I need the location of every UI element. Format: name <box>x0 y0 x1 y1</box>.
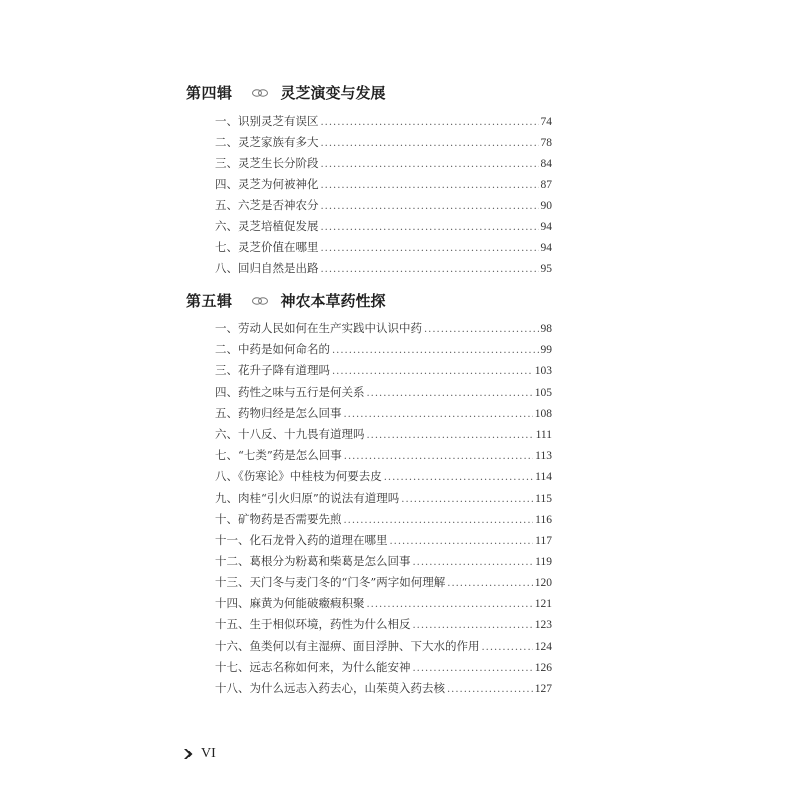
toc-entry-label: 五、药物归经是怎么回事 <box>215 406 342 420</box>
leader-dots <box>321 180 539 191</box>
toc-entry[interactable] <box>215 468 552 484</box>
toc-entry-page: 99 <box>540 344 552 356</box>
toc-entry-page: 98 <box>540 323 552 335</box>
leader-dots <box>321 138 539 149</box>
leader-dots <box>401 494 533 505</box>
toc-entry[interactable] <box>215 511 552 527</box>
toc-entry[interactable] <box>215 320 552 336</box>
toc-entry-page: 111 <box>535 429 552 441</box>
toc-entry-page: 84 <box>540 158 552 170</box>
ornament-icon <box>251 88 269 98</box>
toc-entry[interactable] <box>215 155 552 171</box>
toc-entry-label: 三、灵芝生长分阶段 <box>215 156 319 170</box>
toc-entry-page: 126 <box>534 662 552 674</box>
leader-dots <box>424 324 539 335</box>
toc-entry[interactable] <box>215 659 552 675</box>
leader-dots <box>344 515 534 526</box>
toc-entry-label: 十一、化石龙骨入药的道理在哪里 <box>215 533 388 547</box>
leader-dots <box>413 557 534 568</box>
toc-entry-label: 八、回归自然是出路 <box>215 261 319 275</box>
toc-entry-label: 四、灵芝为何被神化 <box>215 177 319 191</box>
leader-dots <box>367 430 534 441</box>
section-heading <box>186 290 386 311</box>
toc-entry[interactable] <box>215 384 552 400</box>
leader-dots <box>447 684 533 695</box>
section-title: 神农本草药性探 <box>280 292 386 310</box>
toc-entry-page: 108 <box>534 408 552 420</box>
toc-entry[interactable] <box>215 260 552 276</box>
toc-entry-label: 三、花升子降有道理吗 <box>215 363 330 377</box>
toc-entry-page: 90 <box>540 200 552 212</box>
toc-entry-label: 七、灵芝价值在哪里 <box>215 240 319 254</box>
toc-entry-page: 74 <box>540 116 552 128</box>
toc-entry-label: 二、中药是如何命名的 <box>215 342 330 356</box>
toc-entry-label: 七、“七类”药是怎么回事 <box>215 448 342 462</box>
toc-entry-page: 115 <box>535 493 552 505</box>
toc-entry-label: 五、六芝是否神农分 <box>215 198 319 212</box>
leader-dots <box>413 620 533 631</box>
toc-entry-page: 123 <box>534 619 552 631</box>
toc-entry[interactable] <box>215 239 552 255</box>
toc-entry[interactable] <box>215 574 552 590</box>
toc-entry-label: 十八、为什么远志入药去心，山茱萸入药去核 <box>215 681 445 695</box>
toc-entry[interactable] <box>215 616 552 632</box>
toc-entry[interactable] <box>215 341 552 357</box>
leader-dots <box>321 243 539 254</box>
toc-entry-label: 二、灵芝家族有多大 <box>215 135 319 149</box>
toc-entry-label: 十五、生于相似环境，药性为什么相反 <box>215 617 411 631</box>
toc-entry[interactable] <box>215 532 552 548</box>
toc-entry-page: 94 <box>540 221 552 233</box>
toc-entry-page: 95 <box>540 263 552 275</box>
toc-entry-label: 六、灵芝培植促发展 <box>215 219 319 233</box>
section-title: 灵芝演变与发展 <box>280 84 386 102</box>
toc-entry[interactable] <box>215 680 552 696</box>
leader-dots <box>332 366 533 377</box>
toc-entry-label: 十二、葛根分为粉葛和柴葛是怎么回事 <box>215 554 411 568</box>
toc-entry[interactable] <box>215 405 552 421</box>
leader-dots <box>321 159 539 170</box>
leader-dots <box>367 599 533 610</box>
leader-dots <box>344 451 533 462</box>
toc-entry-label: 十三、天门冬与麦门冬的“门冬”两字如何理解 <box>215 575 446 589</box>
leader-dots <box>332 345 539 356</box>
toc-entry-label: 四、药性之味与五行是何关系 <box>215 385 365 399</box>
leader-dots <box>447 578 532 589</box>
toc-entry-page: 120 <box>534 577 552 589</box>
section-number: 第四辑 <box>186 84 233 102</box>
toc-entry-page: 94 <box>540 242 552 254</box>
leader-dots <box>367 388 533 399</box>
toc-entry-page: 103 <box>534 365 552 377</box>
toc-entry[interactable] <box>215 176 552 192</box>
toc-entry-page: 116 <box>535 514 552 526</box>
toc-entry-label: 一、劳动人民如何在生产实践中认识中药 <box>215 321 422 335</box>
leader-dots <box>384 472 533 483</box>
toc-entry-page: 87 <box>540 179 552 191</box>
toc-entry[interactable] <box>215 426 552 442</box>
leader-dots <box>344 409 533 420</box>
leader-dots <box>321 264 539 275</box>
toc-entry-label: 一、识别灵芝有误区 <box>215 114 319 128</box>
toc-entry[interactable] <box>215 134 552 150</box>
section-heading <box>186 82 386 103</box>
toc-entry[interactable] <box>215 553 552 569</box>
toc-entry[interactable] <box>215 638 552 654</box>
leader-dots <box>413 663 533 674</box>
leader-dots <box>321 201 539 212</box>
toc-entry-label: 十六、鱼类何以有主湿痹、面目浮肿、下大水的作用 <box>215 639 480 653</box>
toc-entry-label: 九、肉桂“引火归原”的说法有道理吗 <box>215 491 400 505</box>
leader-dots <box>390 536 534 547</box>
leader-dots <box>321 117 539 128</box>
toc-entry[interactable] <box>215 197 552 213</box>
toc-entry[interactable] <box>215 595 552 611</box>
toc-entry[interactable] <box>215 113 552 129</box>
toc-entry-label: 六、十八反、十九畏有道理吗 <box>215 427 365 441</box>
toc-entry[interactable] <box>215 362 552 378</box>
toc-entry-label: 十四、麻黄为何能破癥瘕积聚 <box>215 596 365 610</box>
toc-entry-page: 124 <box>534 641 552 653</box>
toc-entry-page: 114 <box>535 471 552 483</box>
toc-entry[interactable] <box>215 490 552 506</box>
toc-entry-page: 121 <box>534 598 552 610</box>
toc-entry-page: 113 <box>535 450 552 462</box>
toc-entry-page: 78 <box>540 137 552 149</box>
ornament-icon <box>251 296 269 306</box>
section-number: 第五辑 <box>186 292 233 310</box>
toc-entry[interactable] <box>215 218 552 234</box>
toc-entry-page: 105 <box>534 387 552 399</box>
toc-entry-label: 八、《伤寒论》中桂枝为何要去皮 <box>215 469 382 483</box>
toc-entry-page: 127 <box>534 683 552 695</box>
page-footer <box>183 746 216 762</box>
toc-entry-page: 119 <box>535 556 552 568</box>
toc-entry-label: 十、矿物药是否需要先煎 <box>215 512 342 526</box>
toc-entry-label: 十七、远志名称如何来，为什么能安神 <box>215 660 411 674</box>
toc-entry-page: 117 <box>535 535 552 547</box>
arrow-icon <box>183 748 195 760</box>
leader-dots <box>321 222 539 233</box>
page-number: VI <box>201 746 216 761</box>
toc-entry[interactable] <box>215 447 552 463</box>
leader-dots <box>482 642 533 653</box>
